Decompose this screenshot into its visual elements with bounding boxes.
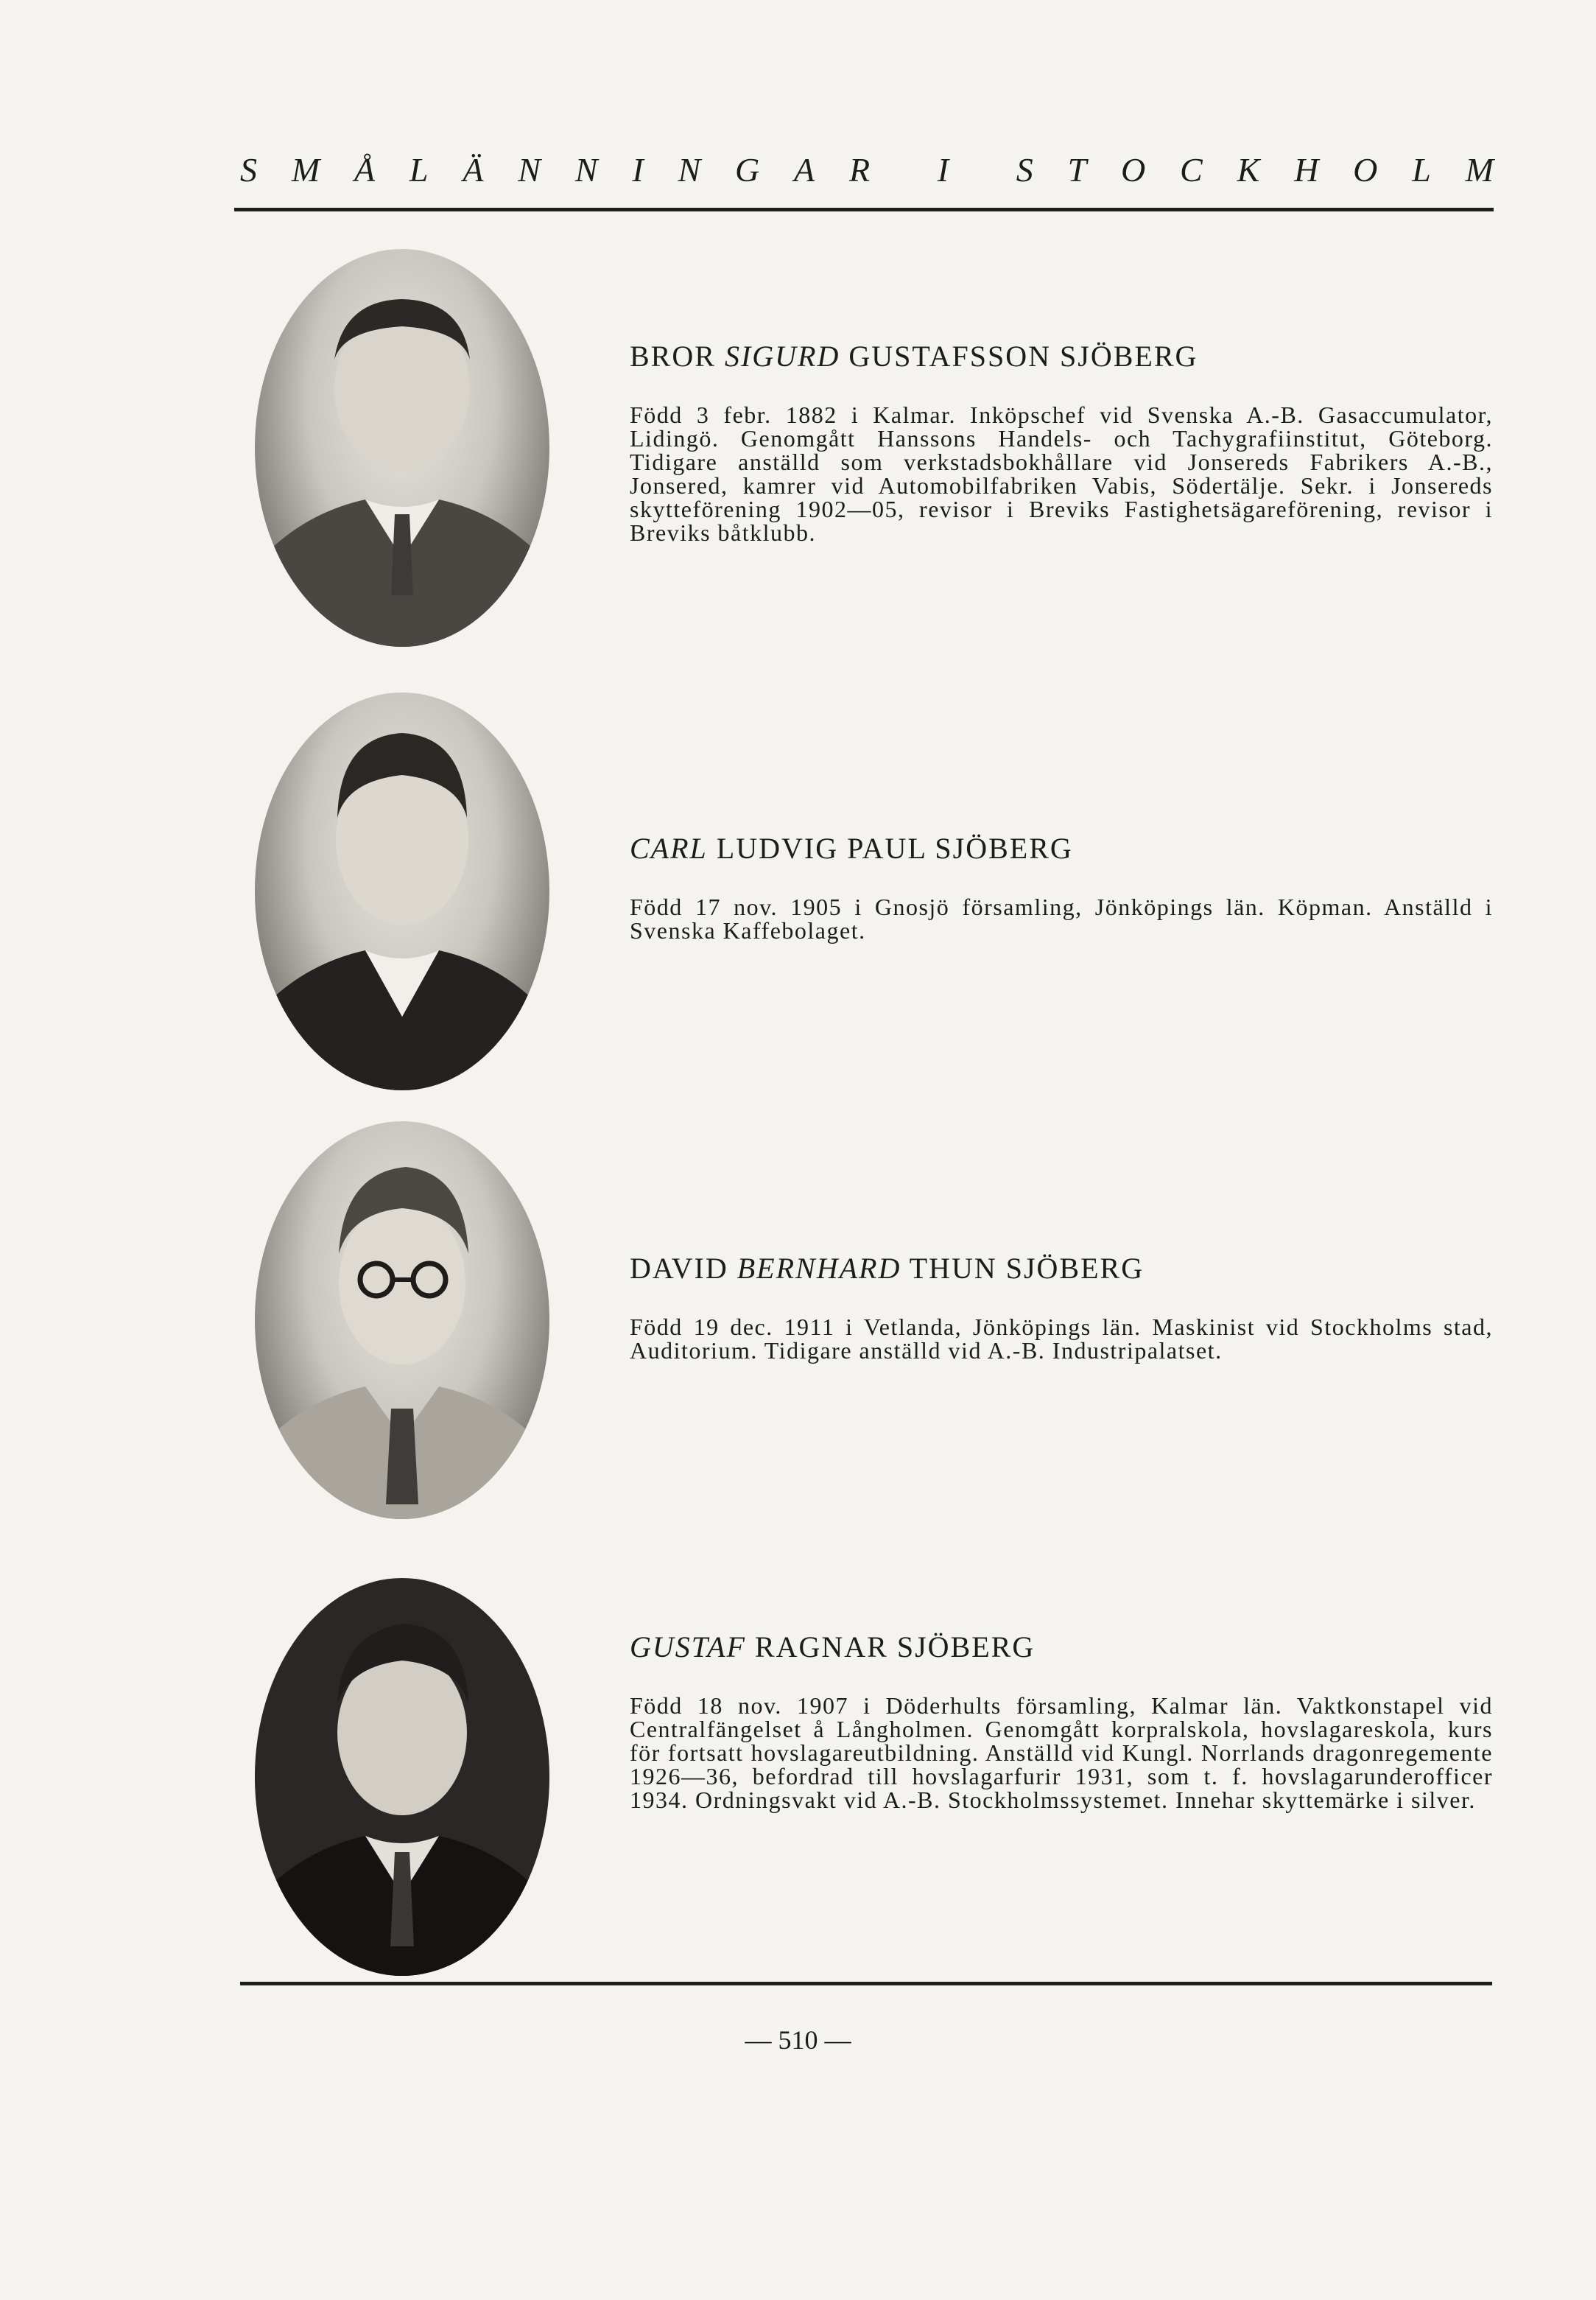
running-head-letter: C: [1180, 151, 1204, 189]
person-name: DAVID BERNHARD THUN SJÖBERG: [630, 1252, 1145, 1285]
person-bio: Född 19 dec. 1911 i Vetlanda, Jönköpings län. Maskinist vid Stockholms stad, Auditorium. Tidigare anställd vid A.-B. Industripalatset.: [630, 1314, 1493, 1364]
running-head-letter: T: [1067, 151, 1089, 189]
running-head-letter: S: [240, 151, 259, 189]
running-head-letter: G: [734, 151, 762, 189]
running-head-letter: A: [794, 151, 817, 189]
portrait-silhouette-icon: [255, 1578, 549, 1976]
portrait-photo: [255, 1121, 549, 1519]
header-rule: [234, 208, 1494, 211]
running-head-letter: K: [1237, 151, 1262, 189]
running-head-letter: N: [678, 151, 703, 189]
running-head-letter: N: [518, 151, 542, 189]
running-head-letter: O: [1353, 151, 1379, 189]
running-head-letter: M: [291, 151, 322, 189]
person-name: GUSTAF RAGNAR SJÖBERG: [630, 1630, 1036, 1663]
person-bio: Född 17 nov. 1905 i Gnosjö församling, Jönköpings län. Köpman. Anställd i Svenska Kaffebolaget.: [630, 894, 1493, 944]
running-head-letter: S: [1016, 151, 1035, 189]
running-head-letter: M: [1465, 151, 1495, 189]
person-bio: Född 3 febr. 1882 i Kalmar. Inköpschef vid Svenska A.-B. Gasaccumulator, Lidingö. Genomgått Hanssons Handels- och Tachygrafiinstitut, Göteborg. Tidigare anställd som verkstadsbokhållare vid Jonsereds Fabrikers A.-B., Jonsered, kamrer vid Automobilfabriken Vabis, Södertälje. Sekr. i Jonsereds skytteförening 1902—05, revisor i Breviks Fastighetsägareförening, revisor i Breviks båtklubb.: [630, 402, 1493, 546]
portrait-silhouette-icon: [255, 1121, 549, 1519]
person-name: BROR SIGURD GUSTAFSSON SJÖBERG: [630, 340, 1198, 373]
running-head-letter: O: [1120, 151, 1147, 189]
portrait-photo: [255, 693, 549, 1090]
person-bio: Född 18 nov. 1907 i Döderhults församling, Kalmar län. Vaktkonstapel vid Centralfängelset å Långholmen. Genomgått korpralskola, hovslagareskola, kurs för fortsatt hovslagareutbildning. Anställd vid Kungl. Norrlands dragonregemente 1926—36, befordrad till hovslagarfurir 1931, som t. f. hovslagarunderofficer 1934. Ordningsvakt vid A.-B. Stockholmssystemet. Innehar skyttemärke i silver.: [630, 1692, 1493, 1813]
running-head-letter: L: [409, 151, 430, 189]
running-head-letter: I: [937, 151, 951, 189]
person-name: CARL LUDVIG PAUL SJÖBERG: [630, 832, 1073, 865]
portrait-photo: [255, 1578, 549, 1976]
footer-rule: [240, 1982, 1492, 1985]
page-number: — 510 —: [745, 2025, 851, 2055]
running-head: [240, 150, 1495, 189]
running-head-letter: H: [1294, 151, 1321, 189]
running-head-letter: L: [1412, 151, 1432, 189]
running-head-letter: Å: [354, 151, 377, 189]
running-head-letter: Ä: [463, 151, 485, 189]
running-head-letter: R: [848, 151, 872, 189]
portrait-photo: [255, 249, 549, 647]
portrait-silhouette-icon: [255, 693, 549, 1090]
portrait-silhouette-icon: [255, 249, 549, 647]
running-head-letter: I: [632, 151, 645, 189]
running-head-letter: N: [574, 151, 600, 189]
